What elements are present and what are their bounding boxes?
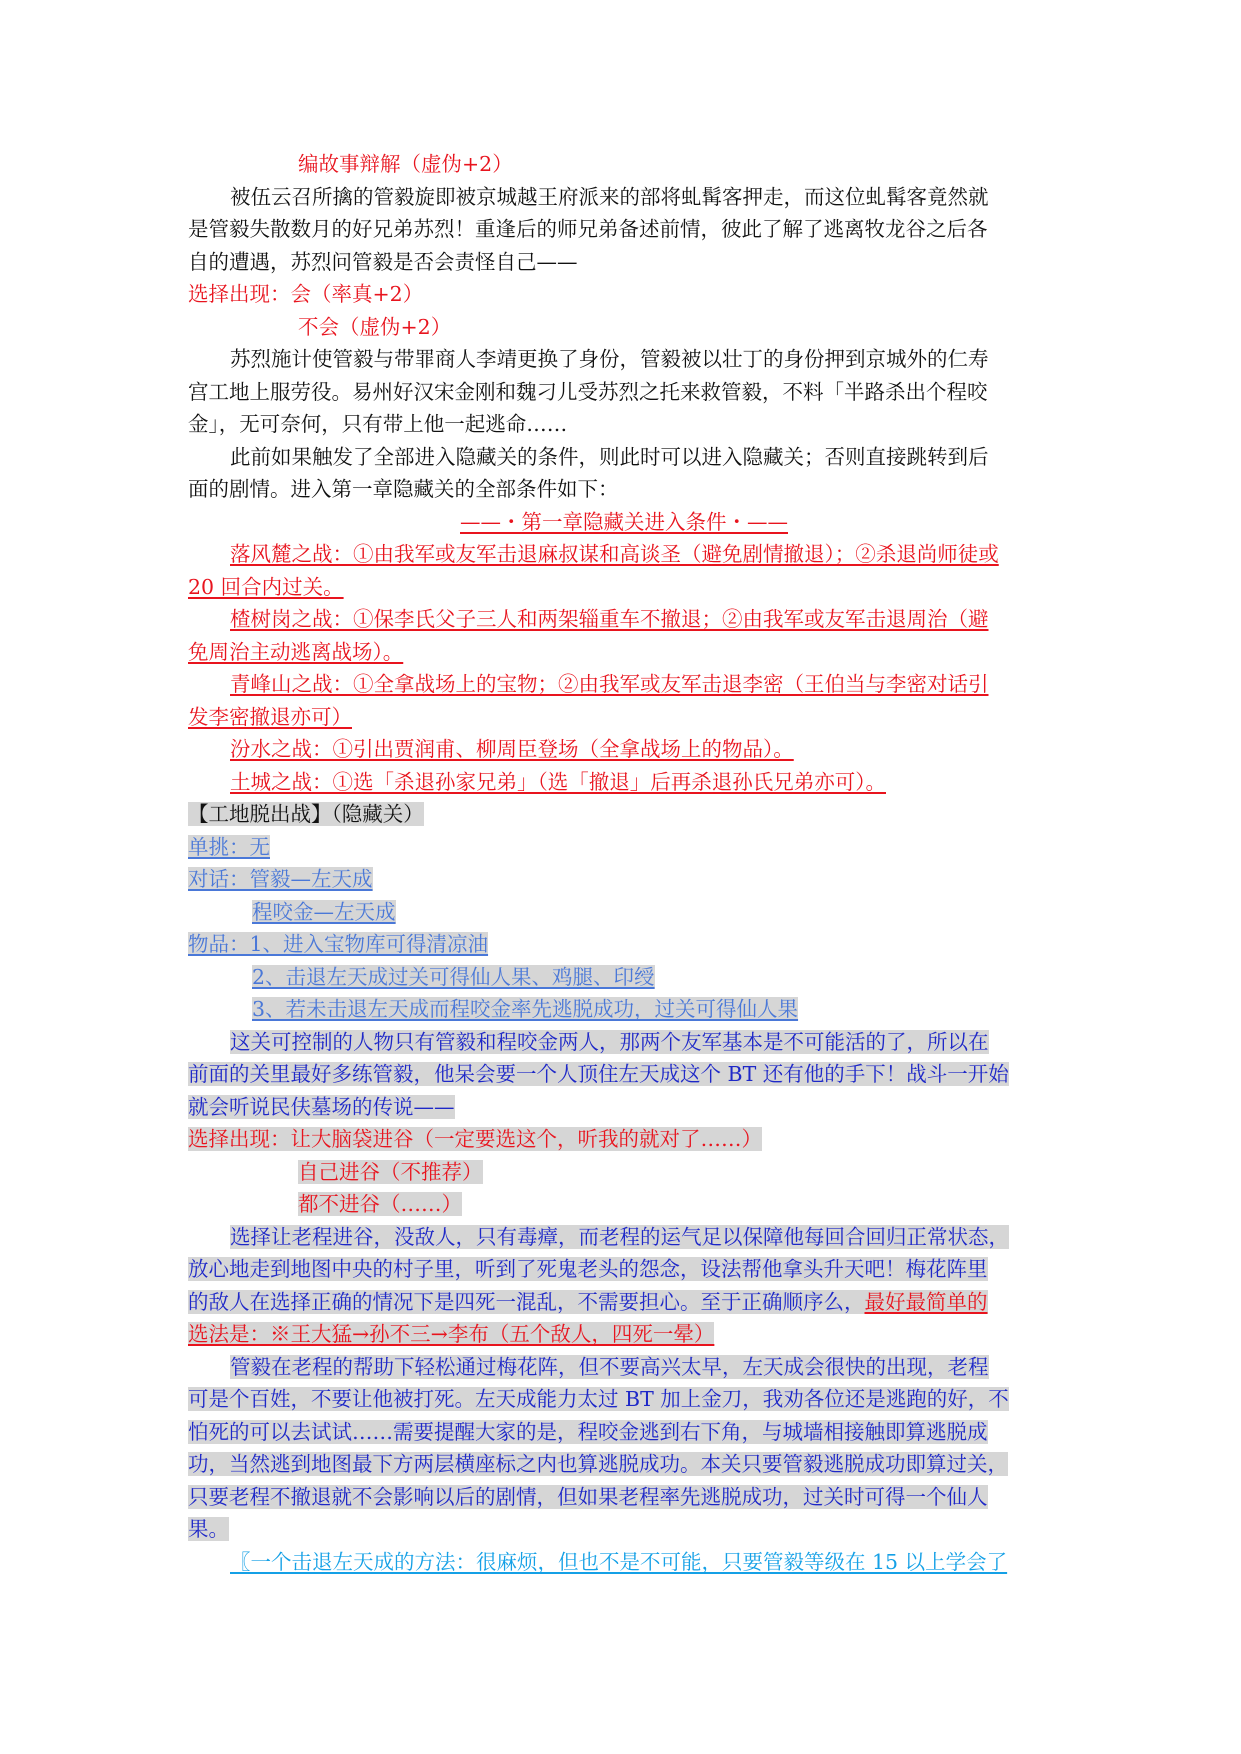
- choice-option: 编故事辩解（虚伪+2）: [298, 152, 513, 176]
- condition-line: 落风麓之战：①由我军或友军击退麻叔谋和高谈圣（避免剧情撤退）；②杀退尚师徒或: [230, 542, 999, 566]
- paragraph-line: 苏烈施计使管毅与带罪商人李靖更换了身份，管毅被以壮丁的身份押到京城外的仁寿: [230, 347, 989, 371]
- paragraph-line: 的敌人在选择正确的情况下是四死一混乱，不需要担心。至于正确顺序么，最好最简单的: [188, 1289, 988, 1314]
- paragraph-line: 面的剧情。进入第一章隐藏关的全部条件如下：: [188, 477, 619, 501]
- paragraph-line: 管毅在老程的帮助下轻松通过梅花阵，但不要高兴太早，左天成会很快的出现，老程: [230, 1354, 989, 1379]
- condition-line: 20 回合内过关。: [188, 574, 344, 599]
- paragraph-line: 此前如果触发了全部进入隐藏关的条件，则此时可以进入隐藏关；否则直接跳转到后: [230, 444, 989, 469]
- section-title: ——・第一章隐藏关进入条件・——: [460, 509, 788, 534]
- stage-info: 单挑：无: [188, 834, 270, 859]
- paragraph-line: 选法是：※王大猛→孙不三→李布（五个敌人，四死一晕）: [188, 1322, 715, 1346]
- paragraph-line: 被伍云召所擒的管毅旋即被京城越王府派来的部将虬髯客押走，而这位虬髯客竟然就: [230, 184, 989, 209]
- paragraph-line: 怕死的可以去试试……需要提醒大家的是，程咬金逃到右下角，与城墙相接触即算逃脱成: [188, 1419, 988, 1444]
- paragraph-line: 选择让老程进谷，没敌人，只有毒瘴，而老程的运气足以保障他每回合回归正常状态，: [230, 1224, 1009, 1249]
- stage-info: 程咬金—左天成: [252, 899, 396, 924]
- condition-line: 青峰山之战：①全拿战场上的宝物；②由我军或友军击退李密（王伯当与李密对话引: [230, 672, 989, 696]
- choice-option: 都不进谷（……）: [298, 1192, 462, 1216]
- stage-title: 【工地脱出战】（隐藏关）: [188, 802, 424, 826]
- paragraph-line: 前面的关里最好多练管毅，他呆会要一个人顶住左天成这个 BT 还有他的手下！战斗一开始: [188, 1062, 1009, 1086]
- tip-highlight: 最好最简单的: [864, 1289, 988, 1314]
- condition-line: 免周治主动逃离战场）。: [188, 639, 404, 664]
- paragraph-line: 就会听说民伕墓场的传说——: [188, 1094, 455, 1119]
- tip-line: 〖一个击退左天成的方法：很麻烦，但也不是不可能，只要管毅等级在 15 以上学会了: [230, 1549, 1008, 1574]
- condition-line: 土城之战：①选「杀退孙家兄弟」（选「撤退」后再杀退孙氏兄弟亦可）。: [230, 769, 886, 794]
- stage-info: 物品：1、进入宝物库可得清凉油: [188, 932, 489, 956]
- paragraph-line: 这关可控制的人物只有管毅和程咬金两人，那两个友军基本是不可能活的了，所以在: [230, 1029, 989, 1054]
- paragraph-line: 功，当然逃到地图最下方两层横座标之内也算逃脱成功。本关只要管毅逃脱成功即算过关，: [188, 1452, 1008, 1476]
- stage-info: 3、若未击退左天成而程咬金率先逃脱成功，过关可得仙人果: [252, 997, 799, 1021]
- condition-line: 发李密撤退亦可）: [188, 704, 352, 729]
- condition-line: 楂树岗之战：①保李氏父子三人和两架辎重车不撤退；②由我军或友军击退周治（避: [230, 607, 989, 631]
- paragraph-line: 自的遭遇，苏烈问管毅是否会责怪自己——: [188, 249, 578, 274]
- stage-info: 2、击退左天成过关可得仙人果、鸡腿、印绶: [252, 964, 655, 989]
- condition-line: 汾水之战：①引出贾润甫、柳周臣登场（全拿战场上的物品）。: [230, 737, 794, 761]
- paragraph-line: 金」，无可奈何，只有带上他一起逃命……: [188, 412, 568, 436]
- paragraph-line: 果。: [188, 1517, 229, 1541]
- paragraph-line: 宫工地上服劳役。易州好汉宋金刚和魏刁儿受苏烈之托来救管毅，不料「半路杀出个程咬: [188, 379, 988, 404]
- paragraph-line: 放心地走到地图中央的村子里，听到了死鬼老头的怨念，设法帮他拿头升天吧！梅花阵里: [188, 1257, 988, 1281]
- choice-heading: 选择出现：让大脑袋进谷（一定要选这个，听我的就对了……）: [188, 1127, 762, 1151]
- paragraph-line: 可是个百姓，不要让他被打死。左天成能力太过 BT 加上金刀，我劝各位还是逃跑的好，不: [188, 1387, 1009, 1411]
- stage-info: 对话：管毅—左天成: [188, 867, 373, 891]
- choice-heading: 选择出现：会（率真+2）: [188, 282, 424, 306]
- document-page: [188, 148, 1060, 1578]
- paragraph-line: 是管毅失散数月的好兄弟苏烈！重逢后的师兄弟备述前情，彼此了解了逃离牧龙谷之后各: [188, 217, 988, 241]
- choice-option: 自己进谷（不推荐）: [298, 1159, 483, 1184]
- choice-option: 不会（虚伪+2）: [298, 314, 452, 339]
- paragraph-line: 只要老程不撤退就不会影响以后的剧情，但如果老程率先逃脱成功，过关时可得一个仙人: [188, 1484, 988, 1509]
